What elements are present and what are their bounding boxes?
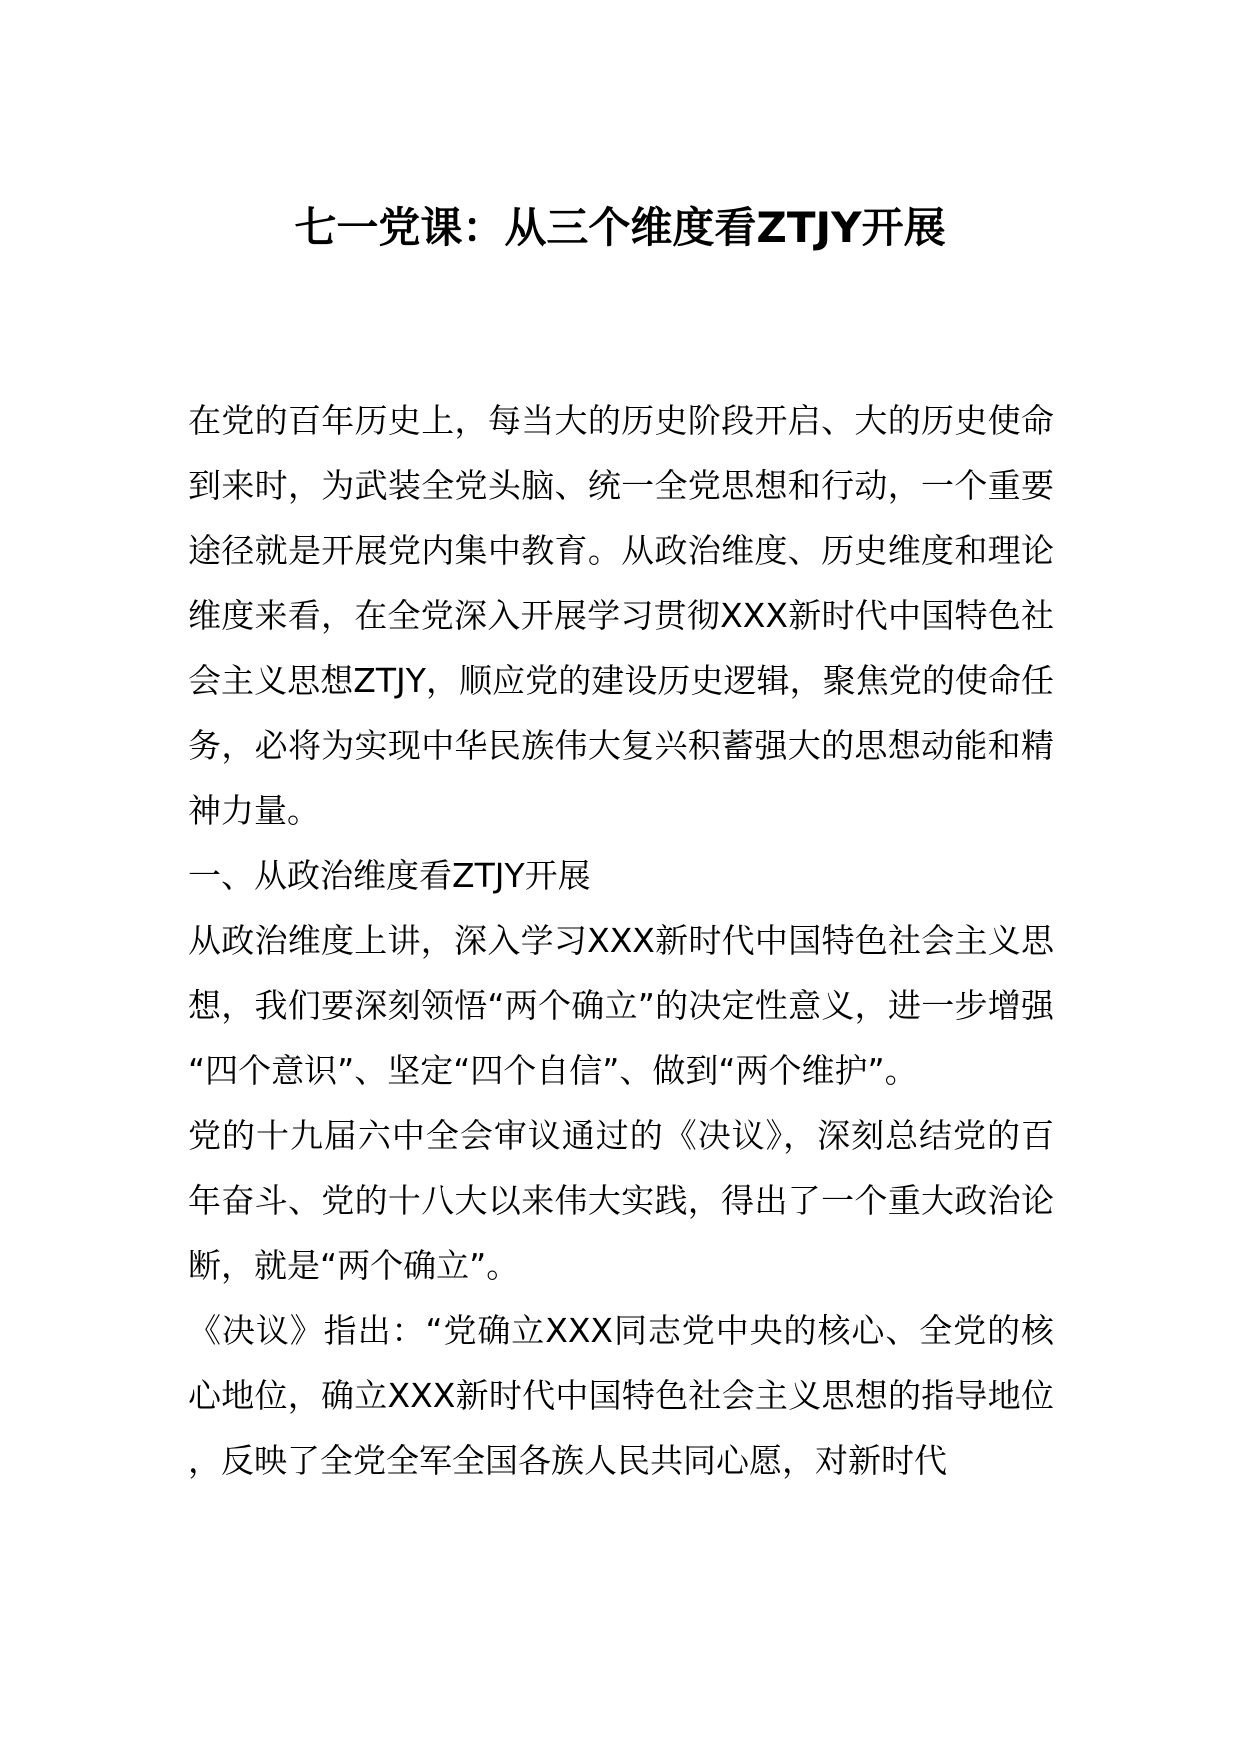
paragraph-political-dimension: 从政治维度上讲，深入学习XXX新时代中国特色社会主义思想，我们要深刻领悟“两个确立”的决定性意义，进一步增强“四个意识”、坚定“四个自信”、做到“两个维护”。: [188, 921, 1054, 1090]
paragraph-intro: 在党的百年历史上，每当大的历史阶段开启、大的历史使命到来时，为武装全党头脑、统一全党思想和行动，一个重要途径就是开展党内集中教育。从政治维度、历史维度和理论维度来看，在全党深入开展学习贯彻XXX新时代中国特色社会主义思想ZTJY，顺应党的建设历史逻辑，聚焦党的使命任务，必将为实现中华民族伟大复兴积蓄强大的思想动能和精神力量。: [188, 401, 1054, 830]
section-heading-political: 一、从政治维度看ZTJY开展: [188, 856, 591, 895]
document-body: [188, 388, 1054, 1493]
paragraph-resolution: 党的十九届六中全会审议通过的《决议》，深刻总结党的百年奋斗、党的十八大以来伟大实践，得出了一个重大政治论断，就是“两个确立”。: [188, 1116, 1054, 1285]
document-title: 七一党课：从三个维度看ZTJY开展: [294, 203, 946, 252]
paragraph-resolution-quote: 《决议》指出：“党确立XXX同志党中央的核心、全党的核心地位，确立XXX新时代中国特色社会主义思想的指导地位，反映了全党全军全国各族人民共同心愿，对新时代: [188, 1311, 1054, 1480]
